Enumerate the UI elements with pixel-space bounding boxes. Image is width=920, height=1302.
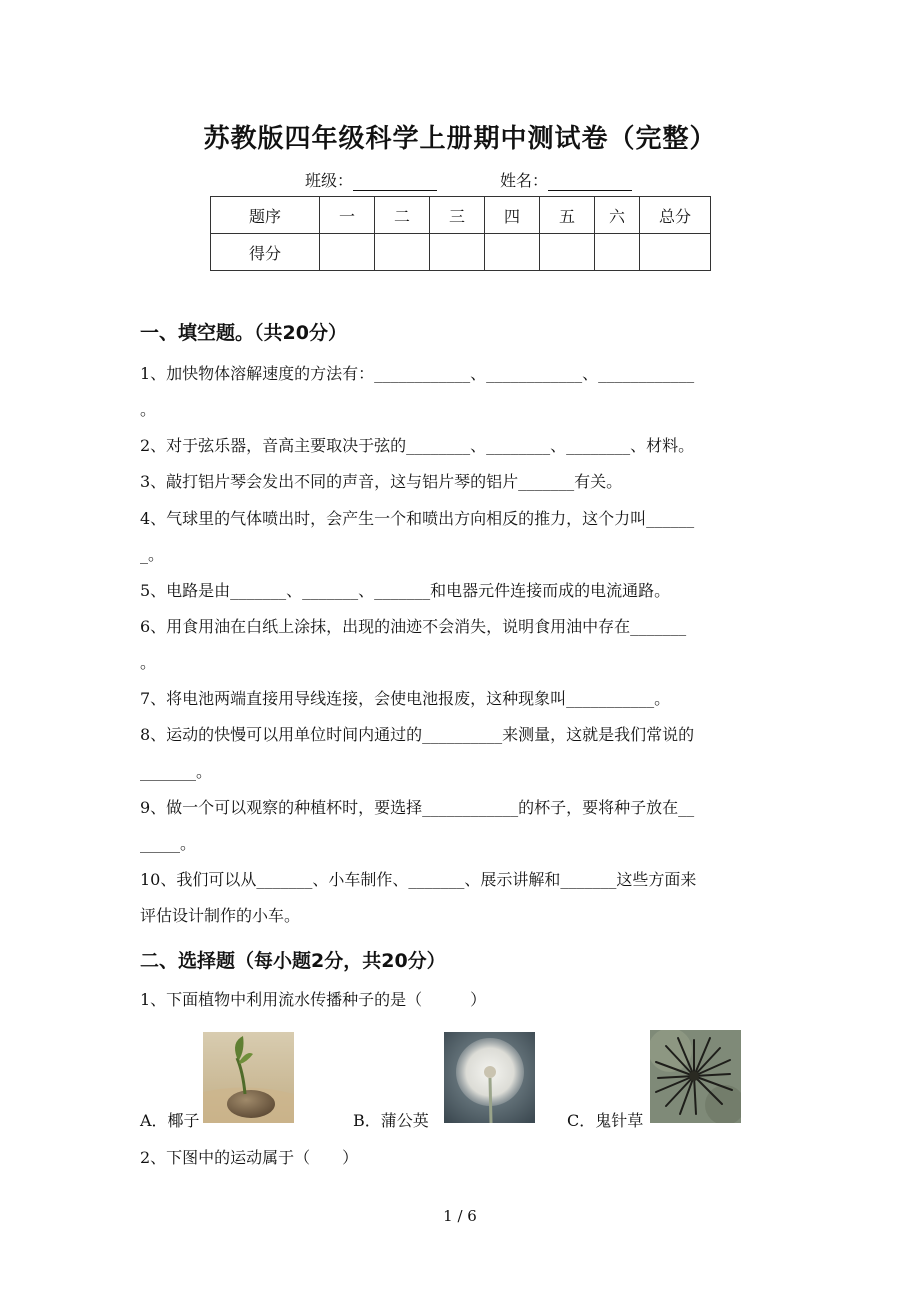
- question-line: 。: [140, 653, 157, 672]
- question-line: _____。: [140, 834, 197, 853]
- page-number: 1 / 6: [443, 1207, 477, 1225]
- score-header-cell: 二: [375, 197, 430, 234]
- score-cell: [540, 234, 595, 271]
- question-line: 9、做一个可以观察的种植杯时，要选择____________的杯子，要将种子放在__: [140, 798, 695, 817]
- score-cell: [320, 234, 375, 271]
- score-table-score-row: [211, 234, 711, 271]
- dandelion-seedhead-photo: [444, 1032, 535, 1123]
- class-field: [305, 168, 437, 191]
- score-header-cell: 六: [595, 197, 640, 234]
- question-line: 3、敲打铝片琴会发出不同的声音，这与铝片琴的铝片_______有关。: [140, 472, 623, 491]
- score-row-label: 得分: [211, 234, 320, 271]
- section-heading-fill-blank: 一、填空题。（共20分）: [140, 322, 347, 344]
- page-title: 苏教版四年级科学上册期中测试卷（完整）: [203, 124, 717, 154]
- class-label: 班级：: [305, 171, 354, 190]
- name-field: [500, 168, 632, 191]
- question-line: 10、我们可以从_______、小车制作、_______、展示讲解和_______这些方面来: [140, 870, 697, 889]
- score-cell: [485, 234, 540, 271]
- class-blank: [353, 172, 437, 191]
- score-table-header-row: [211, 197, 711, 234]
- coconut-sprout-photo: [203, 1032, 294, 1123]
- option-b-label: B．蒲公英: [353, 1111, 429, 1130]
- score-header-cell: 一: [320, 197, 375, 234]
- question-line: 8、运动的快慢可以用单位时间内通过的__________来测量，这就是我们常说的: [140, 725, 695, 744]
- score-header-cell: 三: [430, 197, 485, 234]
- question-line: 评估设计制作的小车。: [140, 906, 301, 925]
- score-cell: [640, 234, 711, 271]
- score-header-cell: 五: [540, 197, 595, 234]
- question-line: 5、电路是由_______、_______、_______和电器元件连接而成的电流通路。: [140, 581, 671, 600]
- question-line: 4、气球里的气体喷出时，会产生一个和喷出方向相反的推力，这个力叫______: [140, 509, 695, 528]
- score-cell: [375, 234, 430, 271]
- question-line: 1、下面植物中利用流水传播种子的是（ ）: [140, 990, 487, 1009]
- option-a-label: A．椰子: [140, 1111, 200, 1130]
- score-header-cell: 总分: [640, 197, 711, 234]
- score-cell: [595, 234, 640, 271]
- score-header-cell: 四: [485, 197, 540, 234]
- question-line: 。: [140, 400, 157, 419]
- question-line: _。: [140, 545, 165, 564]
- score-table: [210, 196, 711, 271]
- question-line: _______。: [140, 762, 213, 781]
- name-label: 姓名：: [500, 171, 549, 190]
- question-line: 7、将电池两端直接用导线连接，会使电池报废，这种现象叫___________。: [140, 689, 671, 708]
- score-header-cell: 题序: [211, 197, 320, 234]
- beggarticks-seedhead-photo: [650, 1030, 741, 1123]
- question-line: 1、加快物体溶解速度的方法有：____________、____________、____________: [140, 364, 695, 383]
- name-blank: [548, 172, 632, 191]
- score-cell: [430, 234, 485, 271]
- question-line: 2、下图中的运动属于（ ）: [140, 1148, 359, 1167]
- question-line: 6、用食用油在白纸上涂抹，出现的油迹不会消失，说明食用油中存在_______: [140, 617, 687, 636]
- question-line: 2、对于弦乐器，音高主要取决于弦的________、________、________、材料。: [140, 436, 695, 455]
- section-heading-choice: 二、选择题（每小题2分，共20分）: [140, 950, 446, 972]
- option-c-label: C．鬼针草: [567, 1111, 644, 1130]
